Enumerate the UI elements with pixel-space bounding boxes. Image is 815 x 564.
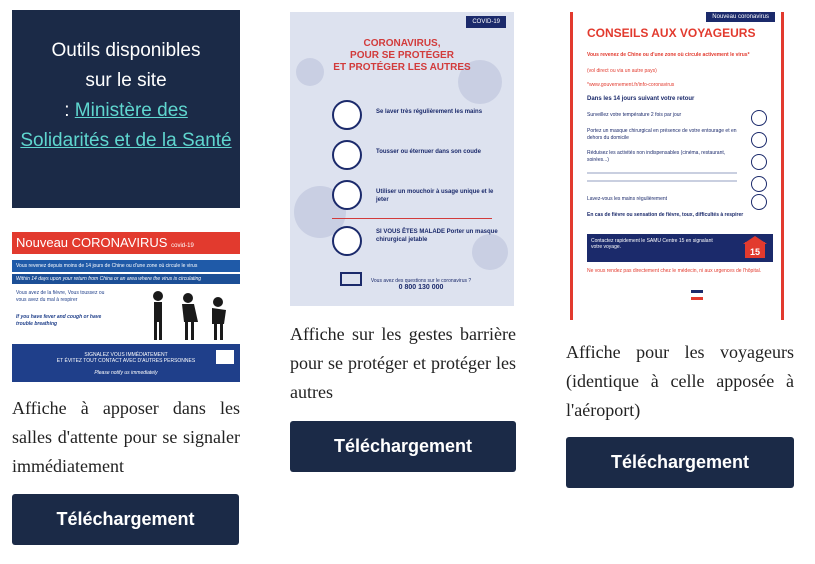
poster2-title-2: POUR SE PROTÉGER	[350, 50, 454, 61]
samu-15-icon	[743, 236, 767, 260]
poster2-question: Vous avez des questions sur le coronavirus ?	[370, 278, 472, 284]
download-button-travelers[interactable]: Téléchargement	[566, 437, 794, 488]
poster3-section: Dans les 14 jours suivant votre retour	[587, 96, 695, 102]
poster-waiting-room[interactable]	[12, 232, 240, 382]
gesture-text: Utiliser un mouchoir à usage unique et le jeter	[376, 189, 494, 203]
poster3-fever: En cas de fièvre ou sensation de fièvre, toux, difficultés à respirer	[587, 212, 744, 218]
poster2-title-1: CORONAVIRUS,	[363, 38, 441, 49]
poster2-title-3: ET PROTÉGER LES AUTRES	[333, 62, 471, 73]
poster1-header	[12, 232, 240, 254]
gesture-mask	[332, 226, 502, 258]
poster1-band-fr: Vous revenez depuis moins de 14 jours de Chine ou d'une zone où circule le virus	[12, 260, 240, 272]
download-button-barrier-gestures[interactable]: Téléchargement	[290, 421, 516, 472]
gesture-tissue	[332, 180, 502, 212]
poster3-samu: Contactez rapidement le SAMU Centre 15 en signalant votre voyage.	[591, 238, 713, 250]
poster3-title: CONSEILS AUX VOYAGEURS	[587, 26, 756, 40]
advice-line	[587, 172, 737, 174]
gesture-cough-elbow	[332, 140, 502, 172]
svg-text:15: 15	[749, 247, 761, 257]
poster3-advice-4: Lavez-vous les mains régulièrement	[587, 196, 668, 202]
poster3-samu-box	[587, 234, 773, 262]
people-icon	[751, 154, 767, 170]
poster1-footer-1: SIGNALEZ VOUS IMMÉDIATEMENT	[84, 352, 168, 358]
poster3-tag: Nouveau coronavirus	[706, 12, 775, 22]
thermometer-icon	[751, 110, 767, 126]
gesture-text: Se laver très régulièrement les mains	[376, 109, 483, 115]
poster2-footer	[366, 278, 476, 291]
download-button-waiting-room[interactable]: Téléchargement	[12, 494, 239, 545]
poster3-warning: Ne vous rendez pas directement chez le médecin, ni aux urgences de l'hôpital.	[587, 268, 762, 274]
soap-icon	[751, 194, 767, 210]
gesture-text: SI VOUS ÊTES MALADE Porter un masque chirurgical jetable	[376, 229, 498, 243]
poster3-url: *www.gouvernement.fr/info-coronavirus	[587, 82, 675, 88]
gesture-wash-hands	[332, 100, 502, 132]
info-prefix: :	[64, 100, 75, 121]
poster1-footer-3: Please notify us immediately	[94, 370, 158, 376]
poster1-band-en: Within 14 days upon your return from China or an area where the virus is circulating	[12, 274, 240, 284]
poster-barrier-gestures[interactable]	[290, 12, 514, 306]
caption-waiting-room: Affiche à apposer dans les salles d'attente pour se signaler immédiatement	[12, 398, 240, 476]
mask-icon	[332, 226, 362, 256]
republic-logo-icon	[691, 290, 703, 300]
laptop-icon	[340, 272, 362, 286]
info-box	[12, 10, 240, 208]
poster1-title: Nouveau CORONAVIRUS	[16, 235, 168, 250]
advice-line	[587, 180, 737, 182]
separator	[332, 218, 492, 219]
info-line-3	[20, 96, 232, 156]
wash-hands-icon	[332, 100, 362, 130]
people-symptoms-icon	[138, 288, 234, 342]
poster2-tag: COVID-19	[466, 16, 506, 28]
mask-icon	[751, 132, 767, 148]
ministry-link[interactable]: Ministère des Solidarités et de la Santé	[20, 100, 232, 151]
poster3-advice-1: Surveillez votre température 2 fois par jour	[587, 112, 682, 118]
info-line-2: sur le site	[85, 70, 167, 91]
info-line-1: Outils disponibles	[51, 40, 201, 61]
poster2-phone: 0 800 130 000	[398, 284, 444, 291]
group-icon	[751, 176, 767, 192]
gesture-text: Tousser ou éternuer dans son coude	[376, 149, 481, 155]
republic-logo-icon	[216, 350, 234, 364]
caption-travelers: Affiche pour les voyageurs (identique à celle apposée à l'aéroport)	[566, 342, 794, 420]
poster3-intro-2: (vol direct ou via un autre pays)	[587, 68, 657, 74]
poster1-tag: covid-19	[171, 243, 194, 249]
poster2-title	[290, 38, 514, 74]
poster3-advice-3: Réduisez les activités non indispensables (cinéma, restaurant, soirées...)	[587, 150, 726, 163]
poster1-footer	[12, 344, 240, 382]
poster1-symptoms-fr: Vous avez de la fièvre, Vous toussez ou vous avez du mal à respirer	[16, 290, 105, 303]
poster1-symptoms-en: If you have fever and cough or have trouble breathing	[16, 314, 102, 327]
poster3-intro-1: Vous revenez de Chine ou d'une zone où circule activement le virus*	[587, 52, 750, 58]
tissue-icon	[332, 180, 362, 210]
poster1-footer-2: ET ÉVITEZ TOUT CONTACT AVEC D'AUTRES PERSONNES	[56, 358, 196, 364]
poster3-advice-2: Portez un masque chirurgical en présence de votre entourage et en dehors du domicile	[587, 128, 737, 141]
caption-barrier-gestures: Affiche sur les gestes barrière pour se protéger et protéger les autres	[290, 324, 516, 402]
cough-elbow-icon	[332, 140, 362, 170]
poster-travelers[interactable]	[570, 12, 784, 320]
